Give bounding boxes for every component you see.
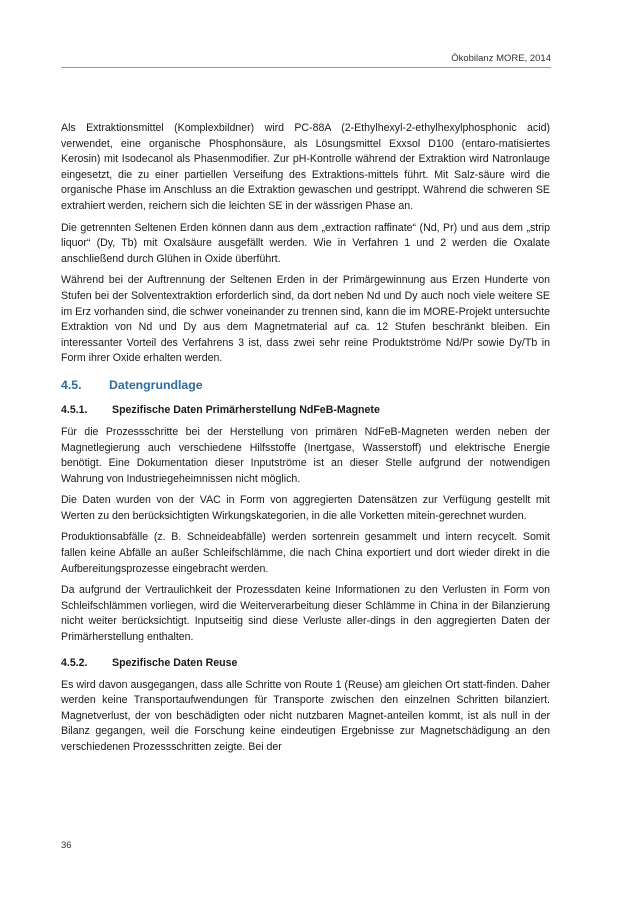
subsection-number: 4.5.1. xyxy=(61,403,88,416)
header-rule xyxy=(61,67,551,68)
subsection-heading xyxy=(61,403,550,418)
page-number: 36 xyxy=(61,840,72,851)
paragraph: Die getrennten Seltenen Erden können dann aus dem „extraction raffinate“ (Nd, Pr) und aus dem „strip liquor“ (Dy, Tb) mit Oxalsäure ausgefällt werden. Wie in Verfahren 1 und 2 werden die Oxalate anschließend durch Glühen in Oxide überführt. xyxy=(61,221,550,265)
section-title: Datengrundlage xyxy=(109,377,203,392)
subsection-heading xyxy=(61,656,550,671)
paragraph: Während bei der Auftrennung der Seltenen Erden in der Primärgewinnung aus Erzen Hunderte von Stufen bei der Solventextraktion erforderlich sind, da dort neben Nd und Dy auch noch viele weitere SE im Erz vorhanden sind, die schwer voneinander zu trennen sind, kann die im MORE-Projekt untersuchte Extraktion von Nd und Dy aus dem Magnetmaterial auf ca. 12 Stufen beschränkt bleiben. Ein interessanter Vorteil des Verfahrens 3 ist, dass zwei sehr reine Produktströme Nd/Pr sowie Dy/Tb in Form ihrer Oxide erhalten werden. xyxy=(61,274,550,365)
paragraph: Es wird davon ausgegangen, dass alle Schritte von Route 1 (Reuse) am gleichen Ort statt-finden. Daher werden keine Transportaufwendungen für Transporte zwischen den einzelnen Schritten bilanziert. Magnetverlust, der von beschädigten oder nicht nutzbaren Magnet-anteilen kommt, ist als null in der Bilanz gegangen, weil die Forschung keine eindeutigen Ergebnisse zur Magnetschädigung an den verschiedenen Prozessschritten zeigte. Bei der xyxy=(61,678,550,753)
section-number: 4.5. xyxy=(61,377,82,392)
subsection-title: Spezifische Daten Reuse xyxy=(112,656,238,669)
subsection-number: 4.5.2. xyxy=(61,656,88,669)
page-content xyxy=(61,121,550,762)
paragraph: Da aufgrund der Vertraulichkeit der Prozessdaten keine Informationen zu den Verlusten in Form von Schleifschlämmen vorliegen, wird die Weiterverarbeitung dieser Schlämme in China in der Bilanzierung nicht weiter berücksichtigt. Inputseitig sind diese Verluste aller-dings in den aggregierten Daten der Primärherstellung enthalten. xyxy=(61,584,550,644)
running-header: Ökobilanz MORE, 2014 xyxy=(451,53,551,64)
section-heading xyxy=(61,377,550,393)
paragraph: Produktionsabfälle (z. B. Schneideabfälle) werden sortenrein gesammelt und intern recycelt. Somit fallen keine Abfälle an außer Schleifschlämme, die nach China exportiert und dort wieder direkt in die Aufbereitungsprozesse eingebracht werden. xyxy=(61,531,550,575)
subsection-title: Spezifische Daten Primärherstellung NdFeB-Magnete xyxy=(112,403,380,416)
paragraph: Die Daten wurden von der VAC in Form von aggregierten Datensätzen zur Verfügung gestellt mit Werten zu den berücksichtigten Wirkungskategorien, in die alle Vorketten mitein-gerechnet wurden. xyxy=(61,494,550,522)
paragraph: Für die Prozessschritte bei der Herstellung von primären NdFeB-Magneten werden neben der Magnetlegierung auch verschiedene Hilfsstoffe (Inertgase, Wasserstoff) und elektrische Energie benötigt. Eine Dokumentation dieser Inputströme ist an dieser Stelle aufgrund der notwendigen Wahrung von Industriegeheimnissen nicht möglich. xyxy=(61,425,550,485)
paragraph: Als Extraktionsmittel (Komplexbildner) wird PC-88A (2-Ethylhexyl-2-ethylhexylphosphonic acid) verwendet, eine organische Phosphonsäure, als Lösungsmittel Exxsol D100 (entaro-matisiertes Kerosin) mit Isodecanol als Phasenmodifier. Zur pH-Kontrolle während der Extraktion wird Natronlauge eingesetzt, die zu einer partiellen Verseifung des Extraktions-mittels führt. Mit Salz-säure wird die organische Phase im Anschluss an die Extraktion gewaschen und gestrippt. Während die schweren SE extrahiert werden, reichern sich die leichten SE in der wässrigen Phase an. xyxy=(61,122,550,212)
